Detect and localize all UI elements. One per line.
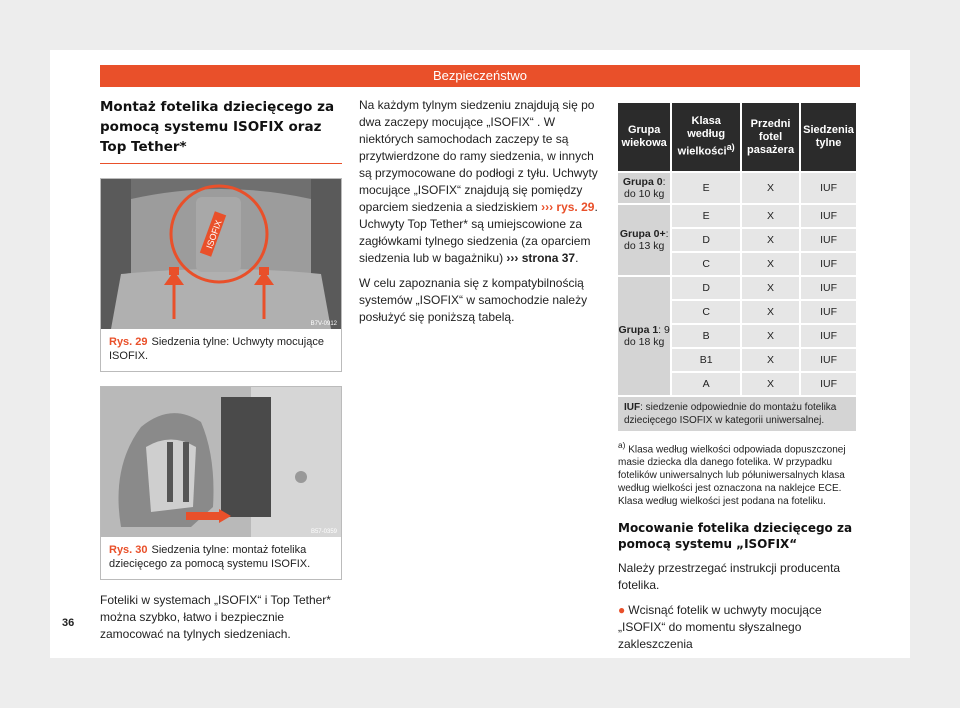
- section-title: Bezpieczeństwo: [100, 65, 860, 87]
- table-cell: X: [742, 253, 799, 275]
- bullet-icon: ●: [618, 603, 626, 618]
- table-cell: E: [672, 173, 740, 203]
- table-cell: C: [672, 253, 740, 275]
- note-text: : siedzenie odpowiednie do montażu fotelika dziecięcego ISOFIX w kategorii uniwersalnej.: [624, 402, 837, 426]
- table-cell: X: [742, 173, 799, 203]
- table-cell: IUF: [801, 229, 856, 251]
- footnote-text: Klasa według wielkości odpowiada dopuszczonej masie dziecka dla danego fotelika. W przypadku fotelików uniwersalnych lub półuniwersalnych klasa według wielkości jest oznaczona na naklejce ECE. Klasa według wielkości jest podana na foteliku.: [618, 444, 846, 508]
- group-cell: [618, 205, 670, 275]
- group-name: Grupa 0: [622, 176, 663, 188]
- caption-text: Siedzenia tylne: montaż fotelika dziecięcego za pomocą systemu ISOFIX.: [109, 544, 311, 570]
- group-cell: [618, 173, 670, 203]
- group-cell: [618, 277, 670, 395]
- instruction-paragraph: Należy przestrzegać instrukcji producenta fotelika.: [618, 561, 841, 593]
- text-run: . Uchwyty Top Tether* są umiejscowione za zagłówkami tylnego siedzenia (za oparciem siedzenia lub w bagażniku): [359, 200, 598, 265]
- table-cell: X: [742, 373, 799, 395]
- figure-ref: Rys. 29: [109, 336, 148, 348]
- isofix-compatibility-table: [616, 101, 858, 433]
- header-text: Klasa według wielkości: [677, 115, 727, 158]
- group-weight: : do 13 kg: [624, 228, 669, 252]
- table-header: Grupa wiekowa: [618, 103, 670, 171]
- table-cell: C: [672, 301, 740, 323]
- table-cell: IUF: [801, 349, 856, 371]
- note-label: IUF: [624, 402, 641, 413]
- instruction-bullet: [618, 602, 860, 653]
- table-note-row: [618, 397, 856, 431]
- column-left: [100, 97, 342, 643]
- table-cell: D: [672, 229, 740, 251]
- child-seat-isofix-illustration: [101, 387, 341, 537]
- table-cell: X: [742, 205, 799, 227]
- figure-30: [100, 386, 342, 580]
- table-cell: IUF: [801, 205, 856, 227]
- table-header: [672, 103, 740, 171]
- section-header-bar: [50, 65, 910, 87]
- table-cell: X: [742, 325, 799, 347]
- text-run: Na każdym tylnym siedzeniu znajdują się po dwa zaczepy mocujące „ISOFIX“ . W niektórych samochodach zaczepy te są przytwierdzone do ramy siedzenia, w innych są przymocowane do podłogi z tyłu. Uchwyty mocujące „ISOFIX“ znajdują się pomiędzy oparciem siedzenia a siedziskiem: [359, 98, 598, 214]
- table-cell: IUF: [801, 253, 856, 275]
- table-cell: X: [742, 301, 799, 323]
- figure-30-image: [101, 387, 341, 537]
- group-weight: : do 10 kg: [624, 176, 666, 200]
- group-weight: : 9 do 18 kg: [624, 324, 670, 348]
- table-cell: X: [742, 349, 799, 371]
- table-cell: IUF: [801, 325, 856, 347]
- intro-paragraph: Foteliki w systemach „ISOFIX“ i Top Tether* można szybko, łatwo i bezpiecznie zamocować na tylnych siedzeniach.: [100, 593, 331, 641]
- table-header: Siedzenia tylne: [801, 103, 856, 171]
- page-number: 36: [62, 617, 75, 629]
- table-cell: IUF: [801, 301, 856, 323]
- group-name: Grupa 0+: [619, 228, 666, 240]
- figure-29-image: [101, 179, 341, 329]
- figure-29-caption: [101, 329, 341, 371]
- figure-29: [100, 178, 342, 372]
- column-right: [618, 101, 860, 653]
- table-footnote: [618, 439, 860, 508]
- section-heading: Montaż fotelika dziecięcego za pomocą systemu ISOFIX oraz Top Tether*: [100, 97, 342, 164]
- figure-30-caption: [101, 537, 341, 579]
- table-cell: X: [742, 277, 799, 299]
- group-name: Grupa 1: [618, 324, 659, 336]
- compatibility-paragraph: W celu zapoznania się z kompatybilnością systemów „ISOFIX“ w samochodzie należy posłużyć się poniższą tabelą.: [359, 276, 588, 324]
- table-cell: X: [742, 229, 799, 251]
- caption-text: Siedzenia tylne: Uchwyty mocujące ISOFIX.: [109, 336, 324, 362]
- figure-code: B57-0359: [310, 529, 337, 535]
- subsection-heading: Mocowanie fotelika dziecięcego za pomocą systemu „ISOFIX“: [618, 521, 853, 552]
- isofix-description: [359, 97, 601, 267]
- figure-code: B7V-0912: [310, 321, 337, 327]
- table-cell: D: [672, 277, 740, 299]
- text-run: .: [575, 251, 579, 265]
- figure-link[interactable]: ››› rys. 29: [541, 200, 595, 214]
- manual-page: [50, 50, 910, 658]
- table-cell: B1: [672, 349, 740, 371]
- table-cell: IUF: [801, 277, 856, 299]
- column-middle: [359, 97, 601, 334]
- table-header-row: [618, 103, 856, 171]
- footnote-mark: a): [726, 142, 735, 153]
- bullet-text: Wcisnąć fotelik w uchwyty mocujące „ISOFIX“ do momentu słyszalnego zakleszczenia: [618, 603, 822, 652]
- figure-ref: Rys. 30: [109, 544, 148, 556]
- isofix-label: ISOFIX: [204, 218, 224, 250]
- table-row: [618, 277, 856, 299]
- footnote-mark: a): [618, 440, 626, 450]
- table-row: [618, 173, 856, 203]
- page-link[interactable]: ››› strona 37: [506, 251, 576, 265]
- table-row: [618, 205, 856, 227]
- rear-seat-isofix-illustration: [101, 179, 341, 329]
- table-cell: E: [672, 205, 740, 227]
- table-cell: IUF: [801, 173, 856, 203]
- table-cell: A: [672, 373, 740, 395]
- table-header: Przedni fotel pasażera: [742, 103, 799, 171]
- table-note: [618, 397, 856, 431]
- table-cell: IUF: [801, 373, 856, 395]
- table-cell: B: [672, 325, 740, 347]
